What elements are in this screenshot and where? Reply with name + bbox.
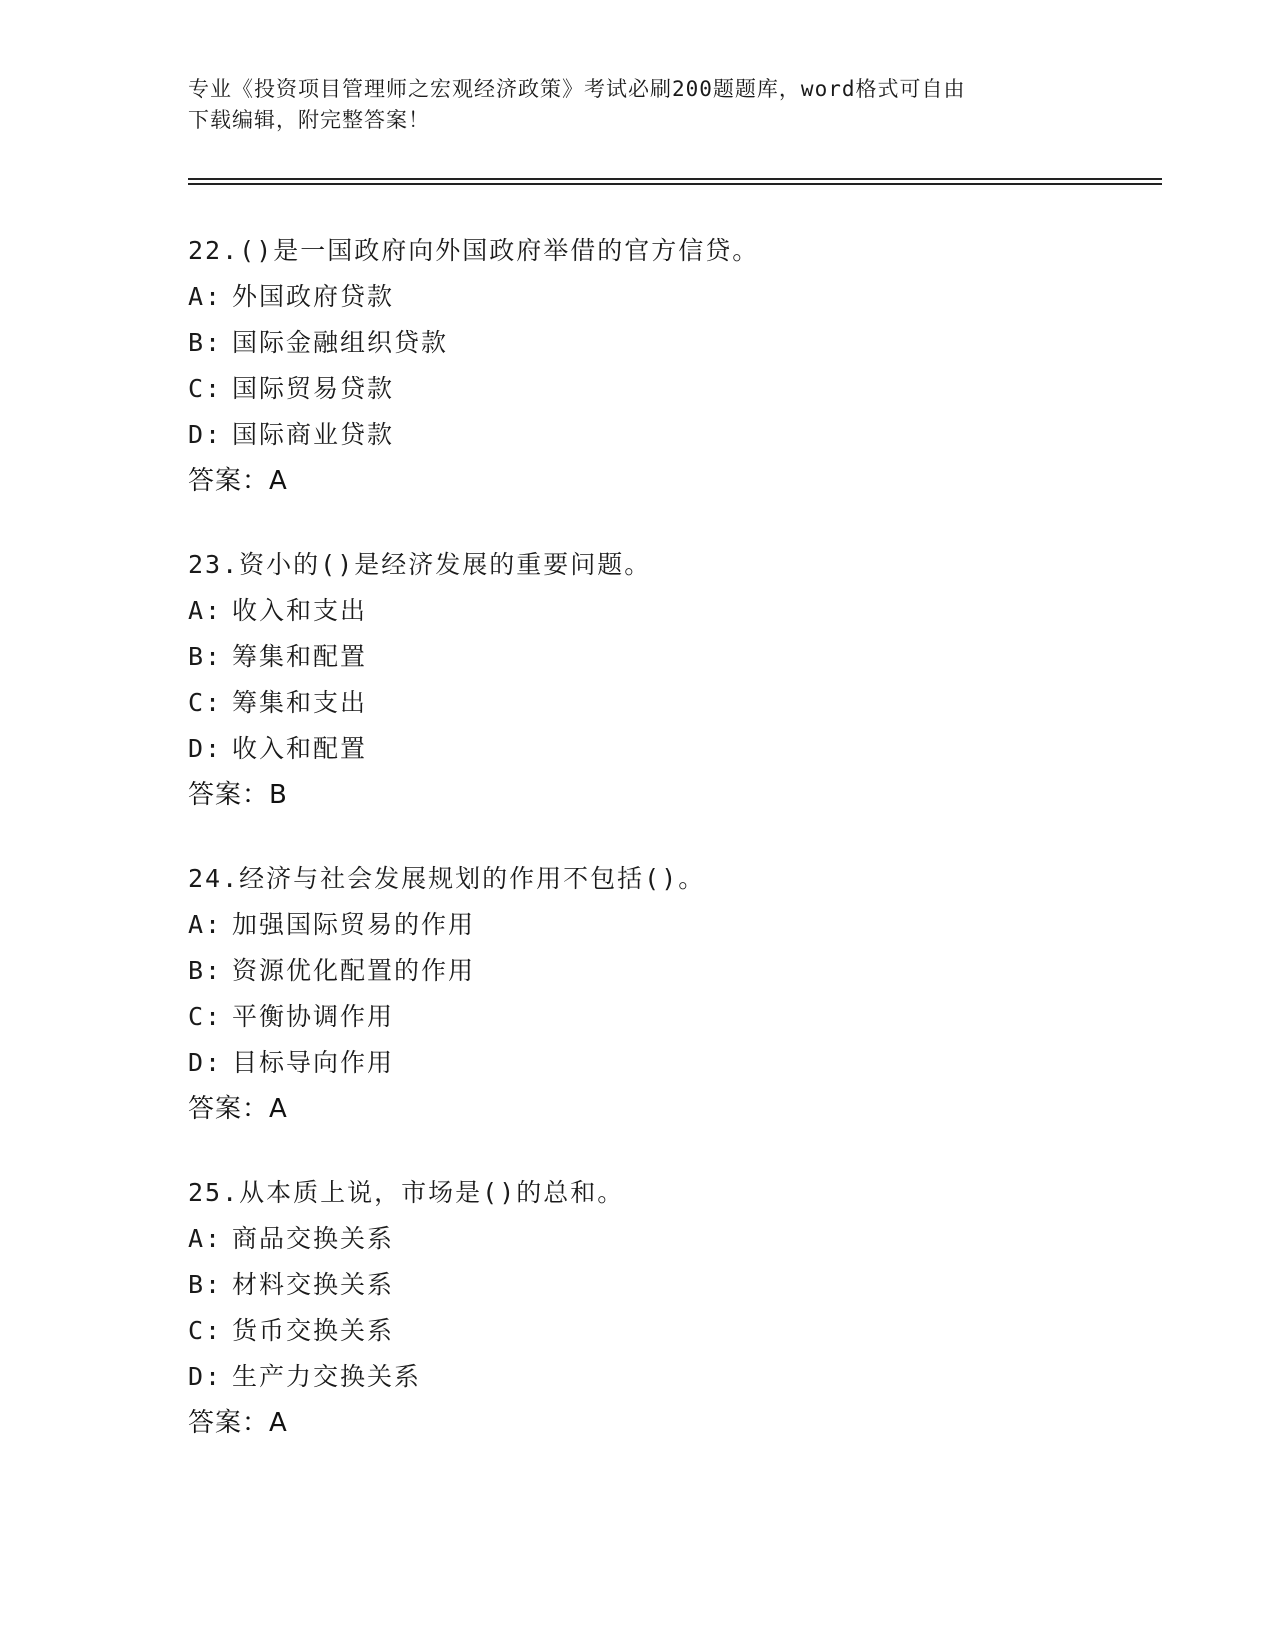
option-letter: B: [188, 956, 223, 985]
option-d [188, 734, 1148, 780]
option-letter: C: [188, 688, 223, 717]
option-a [188, 910, 1148, 956]
option-letter: B: [188, 1270, 223, 1299]
header-divider-top [188, 178, 1162, 180]
option-c [188, 374, 1148, 420]
option-a [188, 282, 1148, 328]
option-a [188, 596, 1148, 642]
question-block [188, 236, 1148, 504]
option-letter: A: [188, 910, 223, 939]
option-text: 国际金融组织贷款 [232, 328, 449, 357]
option-letter: D: [188, 1048, 223, 1077]
option-d [188, 420, 1148, 466]
option-text: 平衡协调作用 [232, 1002, 395, 1031]
option-c [188, 688, 1148, 734]
option-d [188, 1048, 1148, 1094]
header-line-2: 下载编辑，附完整答案！ [188, 108, 430, 132]
option-text: 收入和支出 [232, 596, 368, 625]
option-c [188, 1002, 1148, 1048]
question-stem: 25.从本质上说，市场是()的总和。 [188, 1178, 625, 1207]
option-text: 材料交换关系 [232, 1270, 395, 1299]
option-text: 生产力交换关系 [232, 1362, 422, 1391]
option-b [188, 328, 1148, 374]
option-b [188, 956, 1148, 1002]
option-text: 资源优化配置的作用 [232, 956, 476, 985]
question-list [188, 236, 1148, 1492]
answer-line: 答案：A [188, 1094, 288, 1124]
option-b [188, 642, 1148, 688]
option-text: 商品交换关系 [232, 1224, 395, 1253]
header-divider-bottom [188, 183, 1162, 185]
option-letter: B: [188, 328, 223, 357]
option-letter: D: [188, 1362, 223, 1391]
question-stem: 22.()是一国政府向外国政府举借的官方信贷。 [188, 236, 760, 265]
question-stem: 24.经济与社会发展规划的作用不包括()。 [188, 864, 706, 893]
option-c [188, 1316, 1148, 1362]
option-letter: C: [188, 1002, 223, 1031]
answer-line: 答案：B [188, 780, 288, 810]
question-block [188, 550, 1148, 818]
option-letter: A: [188, 1224, 223, 1253]
option-text: 目标导向作用 [232, 1048, 395, 1077]
option-b [188, 1270, 1148, 1316]
option-text: 加强国际贸易的作用 [232, 910, 476, 939]
option-letter: A: [188, 282, 223, 311]
question-block [188, 864, 1148, 1132]
header-line-1: 专业《投资项目管理师之宏观经济政策》考试必刷200题题库，word格式可自由 [188, 77, 966, 101]
option-letter: C: [188, 374, 223, 403]
document-header [188, 74, 1088, 136]
option-text: 外国政府贷款 [232, 282, 395, 311]
option-text: 筹集和支出 [232, 688, 368, 717]
answer-line: 答案：A [188, 466, 288, 496]
option-letter: A: [188, 596, 223, 625]
option-d [188, 1362, 1148, 1408]
option-letter: D: [188, 734, 223, 763]
option-text: 筹集和配置 [232, 642, 368, 671]
question-block [188, 1178, 1148, 1446]
option-text: 货币交换关系 [232, 1316, 395, 1345]
option-letter: D: [188, 420, 223, 449]
option-text: 国际贸易贷款 [232, 374, 395, 403]
option-letter: B: [188, 642, 223, 671]
option-a [188, 1224, 1148, 1270]
option-letter: C: [188, 1316, 223, 1345]
question-stem: 23.资小的()是经济发展的重要问题。 [188, 550, 652, 579]
answer-line: 答案：A [188, 1408, 288, 1438]
option-text: 收入和配置 [232, 734, 368, 763]
option-text: 国际商业贷款 [232, 420, 395, 449]
